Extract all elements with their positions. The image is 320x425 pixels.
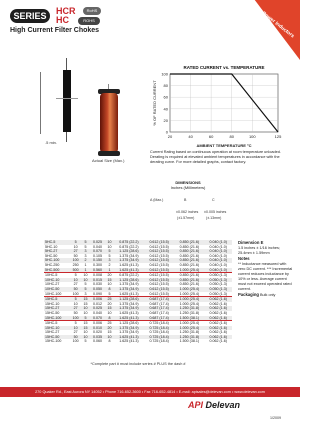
y-tick-label: 60 <box>163 94 168 100</box>
table-cell: 27 <box>73 282 78 287</box>
table-cell: 5HC-10 <box>45 244 58 249</box>
y-tick-label: 0 <box>165 129 168 135</box>
table-cell: 0.612 (15.5) <box>144 287 174 292</box>
table-cell: 0.850 (21.6) <box>174 278 204 283</box>
table-cell: 10 <box>70 278 81 283</box>
table-cell: 1 <box>81 268 89 273</box>
table-cell: 0.105 <box>93 253 103 258</box>
table-cell: 250 <box>72 262 79 267</box>
table-cell: 1 <box>105 268 113 273</box>
coil-body-drawing <box>63 70 71 132</box>
table-cell: 10 <box>73 244 78 249</box>
table-cell: 0.612 (15.5) <box>144 240 174 245</box>
x-tick-label: 40 <box>188 134 193 139</box>
table-cell: 5 <box>105 249 113 254</box>
series-code-hcr: HCR <box>56 6 76 16</box>
table-cell: 0.150 <box>90 258 106 263</box>
table-cell: 15HC-10 <box>45 301 60 306</box>
table-cell: 5 <box>70 240 81 245</box>
table-cell: 15HC-50 <box>45 310 60 315</box>
table-cell: 0.725 (18.4) <box>149 330 169 335</box>
table-cell: 1.000 (25.4) <box>174 326 204 331</box>
table-cell: 0.850 (21.6) <box>174 273 204 278</box>
table-cell: 1.625 (41.3) <box>114 335 144 340</box>
dimensions-title: DIMENSIONS Inches (Millimeters) <box>170 180 206 190</box>
table-cell: 5 <box>81 316 89 321</box>
table-cell: 0.006 <box>90 321 106 326</box>
table-cell: 1.375 (34.9) <box>119 282 139 287</box>
table-cell: 1.125 (28.6) <box>114 297 144 302</box>
y-tick-label: 80 <box>163 83 168 89</box>
table-cell: 27 <box>70 249 81 254</box>
table-cell: 0.062 (1.6) <box>204 316 232 321</box>
table-cell: 15HC-100 <box>45 339 62 344</box>
table-cell: 10HC-100 <box>45 291 62 296</box>
footer-address: 270 Quaker Rd., East Aurora NY 14052 • Phone 716-652-3600 • Fax 716-652-4814 • E-mail: apisales@delevan.com • www.delevan.com <box>35 390 265 394</box>
table-cell: 0.040 <box>93 310 103 315</box>
table-cell: 8 <box>108 339 111 344</box>
table-cell: 0.612 (15.5) <box>149 282 169 287</box>
table-cell: 0.850 (21.6) <box>174 240 204 245</box>
table-cell: 0.062 (1.6) <box>204 321 232 326</box>
table-cell: 0.612 (15.5) <box>149 253 169 258</box>
page-title: High Current Filter Chokes <box>10 27 100 34</box>
table-cell: 10 <box>107 282 112 287</box>
table-cell: 0.300 <box>93 262 103 267</box>
photo-caption: Actual Size (Max.) <box>92 158 125 163</box>
table-cell: 25 <box>105 321 113 326</box>
notes-body: ** Inductance measured with zero DC current. *** Incremental current reduces inductance by 10% or less. Average current must not exceed operated rated current. <box>238 262 293 291</box>
table-cell: 10 <box>81 278 89 283</box>
tolerance-c-mm: (±.13mm) <box>206 216 222 220</box>
table-cell: 15 <box>83 301 88 306</box>
table-cell: 15HC-50 <box>44 335 70 340</box>
x-tick-label: 80 <box>229 134 234 139</box>
table-cell: 10HC-27 <box>45 282 60 287</box>
tolerance-c: ±0.005 inches <box>204 210 227 214</box>
chart-frame <box>170 74 278 132</box>
dimension-e-title: Dimension E <box>238 240 264 245</box>
table-cell: 0.050 (1.3) <box>204 287 232 292</box>
table-cell: 10HC-10 <box>44 278 70 283</box>
series-badge: SERIES <box>10 9 50 23</box>
table-cell: 10 <box>105 240 113 245</box>
rohs-badge-2: ROHS <box>78 17 100 25</box>
x-tick-label: 100 <box>248 134 256 139</box>
y-tick-label: 20 <box>163 117 168 123</box>
table-cell: 15HC-10 <box>44 326 70 331</box>
table-cell: 0.062 (1.6) <box>209 301 227 306</box>
table-cell: 5 <box>81 240 89 245</box>
table-cell: 10 <box>70 326 81 331</box>
table-cell: 0.725 (18.4) <box>144 326 174 331</box>
table-cell: 0.015 <box>90 278 106 283</box>
table-cell: 1.625 (41.3) <box>119 291 139 296</box>
table-cell: 10 <box>107 244 112 249</box>
table-cell: 0.725 (18.4) <box>144 321 174 326</box>
table-cell: 0.062 (1.6) <box>204 335 232 340</box>
table-cell: 0.725 (18.4) <box>149 339 169 344</box>
current-rating-notes: Current Rating based on continuous operation at room temperature unloaded. Derating is required at elevated ambient temperatures in accordance with the derating curve. For more detailed graphs, contact factory. <box>150 150 281 164</box>
table-cell: 0.612 (15.5) <box>149 244 169 249</box>
table-cell: 0.040 (1.0) <box>204 258 232 263</box>
table-cell: 0.850 (21.6) <box>179 262 200 267</box>
table-cell: 15HC-5 <box>44 297 70 302</box>
table-cell: 0.060 <box>93 339 103 344</box>
table-cell: 10 <box>83 330 88 335</box>
table-cell: 5HC-500 <box>44 268 70 273</box>
table-cell: 1.000 (25.4) <box>174 297 204 302</box>
table-cell: 1.500 (38.1) <box>174 316 204 321</box>
table-cell: 0.035 <box>90 335 106 340</box>
table-cell: 500 <box>70 268 81 273</box>
table-cell: 0.612 (15.5) <box>149 262 169 267</box>
table-cell: 1.500 (38.1) <box>179 339 200 344</box>
chart-title: RATED CURRENT vs. TEMPERATURE <box>183 65 265 70</box>
table-cell: 3 <box>84 253 87 258</box>
dimension-e-body: 1.5 inches ± 1/16 inches; 25.4mm ± 1.59mm <box>238 246 280 255</box>
table-cell: 1.250 (31.8) <box>174 306 204 311</box>
table-cell: 0.062 (1.6) <box>204 297 232 302</box>
table-cell: 0.010 <box>90 326 106 331</box>
x-tick-label: 60 <box>208 134 214 139</box>
table-cell: 0.025 <box>90 240 106 245</box>
table-cell: 1.625 (41.3) <box>119 310 139 315</box>
table-cell: 1.375 (34.9) <box>119 301 139 306</box>
table-cell: 1.000 (25.4) <box>174 287 204 292</box>
table-cell: 5HC-50 <box>45 253 58 258</box>
table-cell: 0.090 <box>93 291 103 296</box>
table-cell: 0.040 (1.0) <box>209 244 227 249</box>
table-cell: 10 <box>81 335 89 340</box>
y-axis-label: % OF RATED CURRENT <box>152 80 157 126</box>
table-cell: 20 <box>105 273 113 278</box>
table-cell: 50 <box>70 335 81 340</box>
table-cell: 5 <box>70 297 81 302</box>
table-cell: 1.375 (34.9) <box>114 326 144 331</box>
table-cell: 10 <box>107 310 112 315</box>
table-cell: 5HC-100 <box>44 258 70 263</box>
rohs-badge: RoHS <box>83 7 101 15</box>
table-cell: 15HC-27 <box>44 306 70 311</box>
table-cell: 100 <box>70 258 81 263</box>
lead-length-label: .5 min. <box>45 140 58 145</box>
table-cell: 100 <box>72 339 79 344</box>
table-cell: 1.000 (25.4) <box>179 291 200 296</box>
series-code-hc: HC <box>56 15 69 25</box>
table-cell: 0.070 <box>90 316 106 321</box>
table-cell: 0.040 (1.0) <box>204 249 232 254</box>
table-cell: 0.687 (17.4) <box>144 297 174 302</box>
table-cell: 0.025 <box>90 306 106 311</box>
table-cell: 1.375 (34.9) <box>119 253 139 258</box>
table-cell: 0.062 (1.6) <box>204 306 232 311</box>
x-axis-label: AMBIENT TEMPERATURE °C <box>196 143 252 148</box>
table-cell: 0.687 (17.4) <box>149 310 169 315</box>
table-cell: 0.850 (21.6) <box>174 249 204 254</box>
corner-banner <box>242 0 300 60</box>
table-cell: 0.062 (1.6) <box>209 330 227 335</box>
table-cell: 0.687 (17.4) <box>144 316 174 321</box>
table-cell: 15 <box>105 306 113 311</box>
table-cell: 1.625 (41.3) <box>119 339 139 344</box>
table-cell: 27 <box>70 306 81 311</box>
table-cell: 10 <box>105 335 113 340</box>
table-cell: 5 <box>70 273 81 278</box>
table-cell: 20 <box>107 301 112 306</box>
table-cell: 0.850 (21.6) <box>179 244 200 249</box>
table-cell: 5HC-250 <box>45 262 60 267</box>
table-cell: 0.612 (15.5) <box>144 258 174 263</box>
x-tick-label: 20 <box>167 134 173 139</box>
col-head-c: C <box>212 198 215 202</box>
table-cell: 15 <box>107 330 112 335</box>
table-cell: 0.612 (15.5) <box>144 273 174 278</box>
table-cell: 5 <box>84 244 87 249</box>
table-cell: 0.040 (1.0) <box>209 253 227 258</box>
table-cell: 0.020 <box>93 330 103 335</box>
table-cell: 15 <box>105 278 113 283</box>
table-cell: 10HC-5 <box>44 273 70 278</box>
table-cell: 0.560 <box>90 268 106 273</box>
table-cell: 0.050 <box>90 287 106 292</box>
table-cell: 0.040 (1.0) <box>204 240 232 245</box>
table-cell: 1.250 (31.8) <box>174 335 204 340</box>
table-cell: 3 <box>105 258 113 263</box>
table-cell: 100 <box>72 291 79 296</box>
tolerance-b-mm: (±1.57mm) <box>177 216 195 220</box>
table-cell: 5 <box>84 282 87 287</box>
table-cell: 0.008 <box>90 273 106 278</box>
table-cell: 1.375 (34.9) <box>114 258 144 263</box>
table-cell: 0.006 <box>90 297 106 302</box>
table-cell: 0.062 (1.6) <box>204 326 232 331</box>
table-cell: 1.250 (31.8) <box>179 330 200 335</box>
table-cell: 1 <box>84 262 87 267</box>
company-logo: API Delevan <box>188 400 241 410</box>
table-cell: 1.625 (41.3) <box>114 268 144 273</box>
table-cell: 5HC-27 <box>44 249 70 254</box>
table-cell: 0.050 (1.3) <box>209 282 227 287</box>
table-cell: 10 <box>73 301 78 306</box>
table-cell: 15 <box>81 321 89 326</box>
document-date: 1/2009 <box>270 416 281 420</box>
spec-table <box>44 240 232 344</box>
col-head-a: A (Max.) <box>150 198 164 202</box>
table-cell: 0.050 (1.3) <box>209 291 227 296</box>
table-cell: 1.375 (34.9) <box>114 306 144 311</box>
table-cell: 5 <box>70 321 81 326</box>
table-cell: 0.612 (15.5) <box>149 291 169 296</box>
table-cell: 15 <box>81 326 89 331</box>
table-cell: 5 <box>108 291 111 296</box>
table-cell: 50 <box>73 310 78 315</box>
table-cell: 5 <box>81 287 89 292</box>
table-cell: 10 <box>81 273 89 278</box>
table-cell: 3 <box>81 249 89 254</box>
part-number-footnote: *Complete part # must include series # PLUS the dash # <box>90 362 186 366</box>
table-cell: 2 <box>81 258 89 263</box>
table-cell: 15HC-5 <box>44 321 70 326</box>
table-cell: 2 <box>108 262 111 267</box>
product-photo <box>98 84 120 154</box>
table-cell: 10 <box>83 310 88 315</box>
table-cell: 1.125 (28.6) <box>114 321 144 326</box>
table-cell: 0.050 (1.3) <box>204 278 232 283</box>
table-cell: 1.125 (28.6) <box>114 278 144 283</box>
table-cell: 0.875 (22.2) <box>119 244 139 249</box>
table-cell: 5 <box>84 339 87 344</box>
table-cell: 0.850 (21.6) <box>179 253 200 258</box>
table-cell: 1.375 (34.9) <box>119 330 139 335</box>
table-cell: 50 <box>73 253 78 258</box>
table-cell: 27 <box>73 330 78 335</box>
table-cell: 0.850 (21.6) <box>179 282 200 287</box>
table-cell: 0.725 (18.4) <box>144 335 174 340</box>
table-cell: 3 <box>84 291 87 296</box>
table-cell: 0.612 (15.5) <box>144 278 174 283</box>
table-cell: 0.070 <box>90 249 106 254</box>
table-cell: 15 <box>81 297 89 302</box>
table-cell: 1.250 (31.8) <box>179 310 200 315</box>
table-cell: 0.030 <box>93 282 103 287</box>
table-cell: 0.612 (15.5) <box>144 249 174 254</box>
table-cell: 0.612 (15.5) <box>144 268 174 273</box>
table-cell: 1.625 (41.3) <box>114 316 144 321</box>
table-cell: 0.687 (17.4) <box>144 306 174 311</box>
derating-chart <box>150 72 282 150</box>
table-cell: 100 <box>70 316 81 321</box>
x-tick-label: 125 <box>274 134 282 139</box>
table-cell: 0.040 (1.0) <box>204 268 232 273</box>
notes-title: Notes <box>238 256 250 261</box>
dimension-diagram <box>40 58 90 148</box>
table-cell: 0.062 (1.6) <box>209 310 227 315</box>
table-cell: 10HC-50 <box>44 287 70 292</box>
table-cell: 0.040 <box>93 244 103 249</box>
table-row <box>44 339 232 344</box>
table-cell: 1.000 (25.4) <box>174 321 204 326</box>
table-cell: 1.125 (28.6) <box>114 249 144 254</box>
table-cell: 5 <box>108 253 111 258</box>
table-cell: 20 <box>105 326 113 331</box>
side-notes <box>238 240 294 298</box>
table-cell: 15HC-100 <box>44 316 70 321</box>
table-cell: 0.687 (17.4) <box>149 301 169 306</box>
table-cell: 15HC-27 <box>45 330 60 335</box>
y-tick-label: 100 <box>161 72 168 77</box>
table-cell: 50 <box>70 287 81 292</box>
table-cell: 1.375 (34.9) <box>114 287 144 292</box>
table-cell: 5HC-5 <box>44 240 70 245</box>
table-cell: 0.062 (1.6) <box>209 339 227 344</box>
table-cell: 0.850 (21.6) <box>174 258 204 263</box>
table-cell: 8 <box>105 316 113 321</box>
packaging-title: Packaging <box>238 292 259 297</box>
table-cell: 0.875 (22.2) <box>114 273 144 278</box>
table-cell: 25 <box>105 297 113 302</box>
table-cell: 1.625 (41.3) <box>119 262 139 267</box>
table-cell: 0.012 <box>93 301 103 306</box>
table-cell: 1.000 (25.4) <box>174 268 204 273</box>
y-tick-label: 40 <box>163 106 168 112</box>
table-cell: 0.875 (22.2) <box>114 240 144 245</box>
table-cell: 8 <box>105 287 113 292</box>
corner-banner-label: Power Inductors <box>260 10 296 40</box>
table-cell: 1.000 (25.4) <box>179 301 200 306</box>
packaging-body: Bulk only <box>260 293 276 297</box>
col-head-b: B <box>184 198 187 202</box>
table-cell: 10 <box>81 306 89 311</box>
tolerance-b: ±0.062 inches <box>176 210 199 214</box>
table-cell: 0.050 (1.3) <box>204 273 232 278</box>
table-cell: 0.040 (1.0) <box>209 262 227 267</box>
